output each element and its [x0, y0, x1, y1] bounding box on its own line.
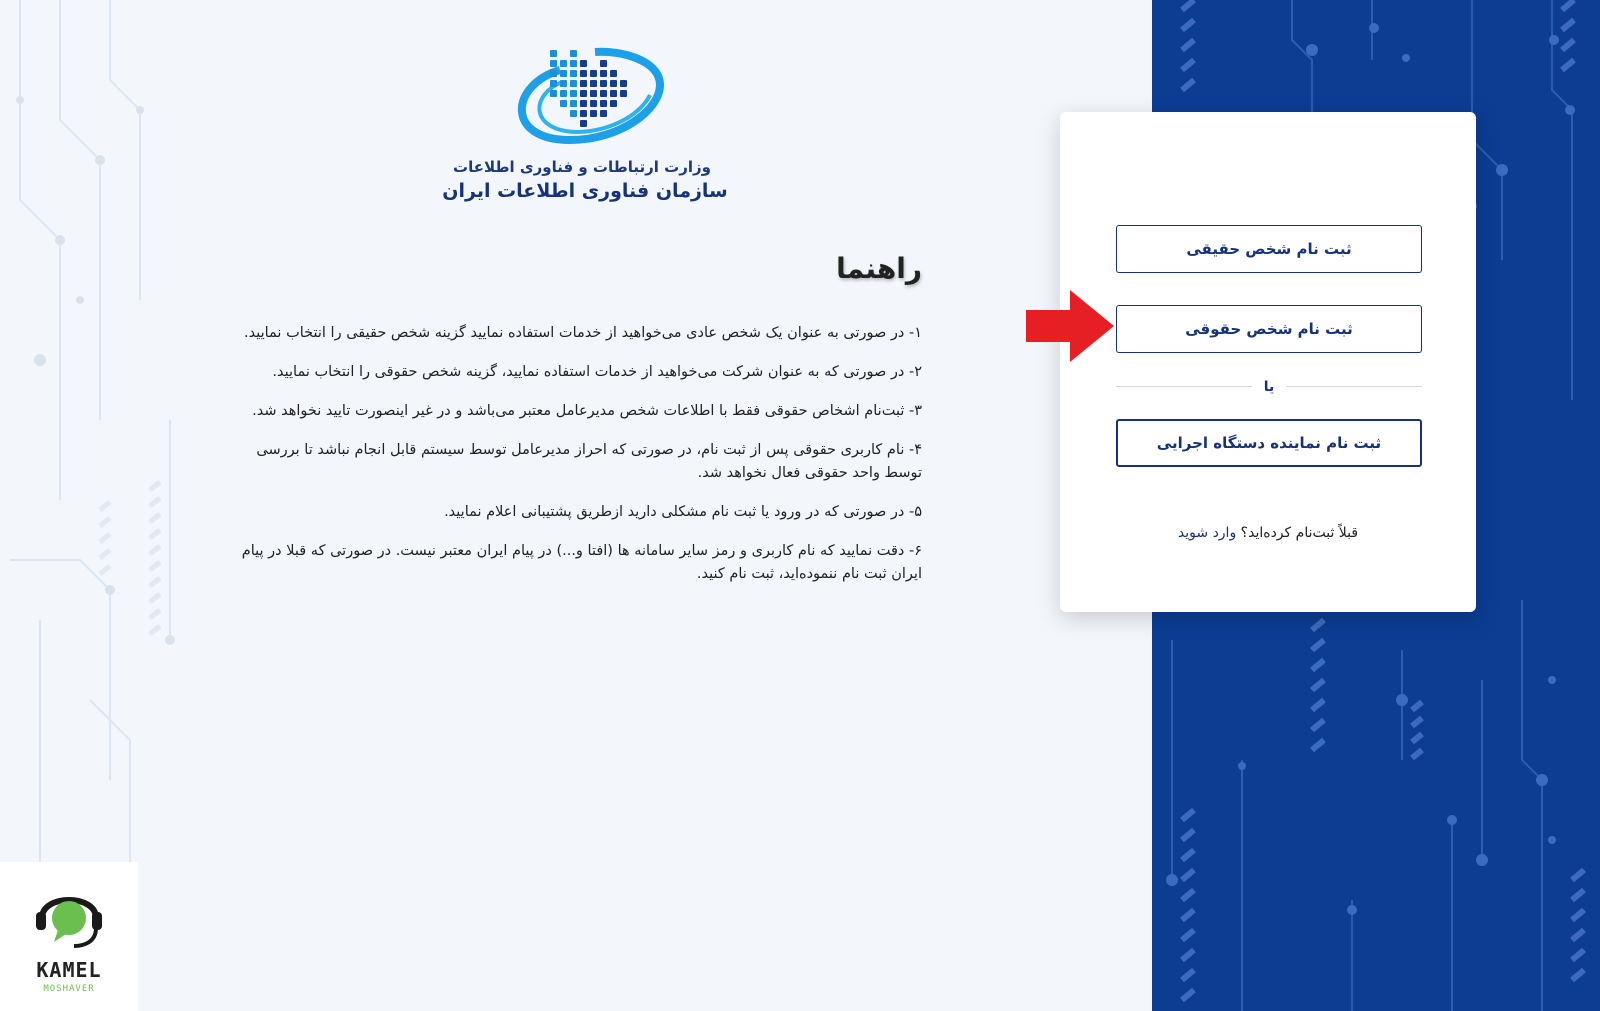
badge-subtitle: MOSHAVER — [43, 984, 95, 994]
headset-chat-icon — [34, 880, 104, 952]
guide-item-2: ۲- در صورتی که به عنوان شرکت می‌خواهید از خدمات استفاده نمایید، گزینه شخص حقوقی را انتخاب نمایید. — [272, 364, 922, 380]
guide-item-4: ۴- نام کاربری حقوقی پس از ثبت نام، در صورتی که احراز مدیرعامل توسط سیستم قابل انجام نباشد تا بررسی توسط واحد حقوقی فعال نخواهد شد. — [256, 442, 922, 481]
guide-item-3: ۳- ثبت‌نام اشخاص حقوقی فقط با اطلاعات شخص مدیرعامل معتبر می‌باشد و در غیر اینصورت تایید نخواهد شد. — [252, 403, 922, 419]
red-arrow-right-icon — [1026, 290, 1114, 362]
register-agency-representative-button[interactable]: ثبت نام نماینده دستگاه اجرایی — [1116, 419, 1422, 467]
organization-name: سازمان فناوری اطلاعات ایران — [442, 180, 728, 202]
login-prompt — [1060, 525, 1476, 541]
register-real-person-button[interactable]: ثبت نام شخص حقیقی — [1116, 225, 1422, 273]
guide-title: راهنما — [836, 252, 922, 285]
guide-item-5: ۵- در صورتی که در ورود یا ثبت نام مشکلی دارید ازطریق پشتیبانی اعلام نمایید. — [444, 504, 922, 520]
ministry-name: وزارت ارتباطات و فناوری اطلاعات — [453, 158, 711, 176]
already-registered-text: قبلاً ثبت‌نام کرده‌اید؟ — [1240, 525, 1359, 541]
kamel-badge — [0, 862, 138, 1011]
login-link[interactable]: وارد شوید — [1177, 525, 1237, 541]
guide-list — [240, 322, 922, 602]
guide-item-6: ۶- دقت نمایید که نام کاربری و رمز سایر سامانه ها (افتا و...) در پیام ایران معتبر نیست. در صورتی که قبلا در پیام ایران ثبت نام ننموده‌اید، ثبت نام کنید. — [241, 543, 922, 582]
ito-logo-icon — [500, 40, 670, 150]
organization-logo — [440, 40, 730, 215]
badge-name: KAMEL — [36, 958, 102, 982]
register-legal-person-button[interactable]: ثبت نام شخص حقوقی — [1116, 305, 1422, 353]
guide-item-1: ۱- در صورتی به عنوان یک شخص عادی می‌خواهید از خدمات استفاده نمایید گزینه شخص حقیقی را انتخاب نمایید. — [244, 325, 922, 341]
divider-or-label: یا — [1252, 376, 1286, 398]
